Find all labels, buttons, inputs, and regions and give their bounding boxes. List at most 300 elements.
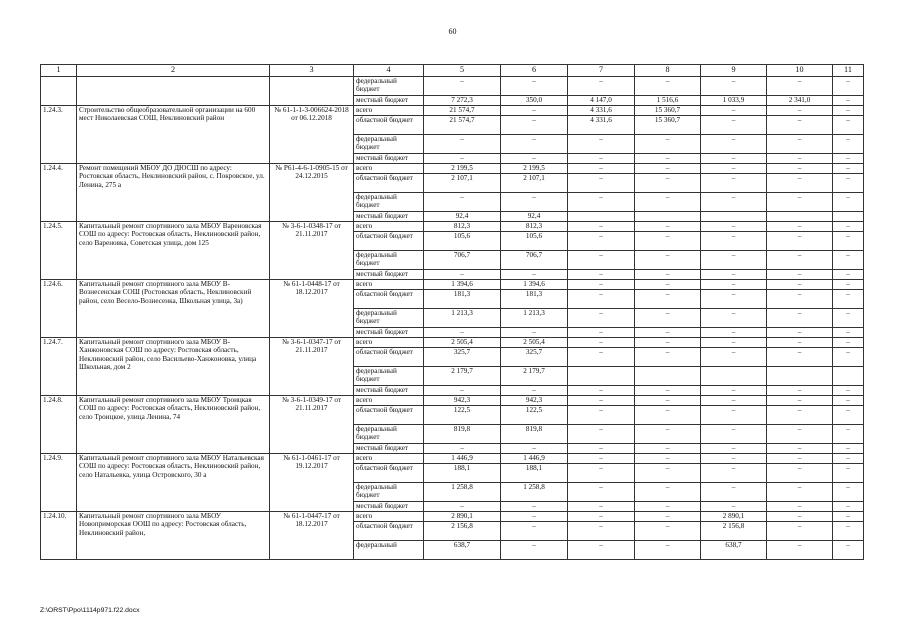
value-cell: –	[701, 483, 767, 502]
value-cell: –	[833, 270, 864, 280]
value-cell: –	[501, 386, 568, 396]
value-cell: 2 156,8	[424, 522, 501, 541]
value-cell: 942,3	[424, 396, 501, 406]
funding-source-cell: федеральный бюджет	[354, 251, 424, 270]
value-cell: 4 147,0	[568, 96, 635, 106]
value-cell: –	[635, 464, 701, 483]
value-cell: –	[767, 425, 833, 444]
value-cell: –	[635, 406, 701, 425]
funding-source-cell: областной бюджет	[354, 116, 424, 135]
value-cell: –	[767, 502, 833, 512]
value-cell: –	[635, 232, 701, 251]
column-header: 10	[767, 65, 833, 77]
value-cell: –	[767, 251, 833, 270]
value-cell: –	[833, 106, 864, 116]
funding-source-cell: всего	[354, 222, 424, 232]
value-cell: –	[635, 77, 701, 96]
item-number-cell	[41, 77, 77, 106]
value-cell	[635, 367, 701, 386]
column-header: 2	[77, 65, 270, 77]
value-cell: –	[833, 386, 864, 396]
value-cell: –	[635, 512, 701, 522]
value-cell: –	[501, 106, 568, 116]
value-cell: –	[501, 328, 568, 338]
value-cell: –	[833, 309, 864, 328]
item-document-cell: № 61-1-1-3-006624-2018 от 06.12.2018	[270, 106, 354, 164]
value-cell: –	[767, 386, 833, 396]
value-cell	[767, 367, 833, 386]
value-cell: –	[833, 502, 864, 512]
value-cell: 15 360,7	[635, 116, 701, 135]
value-cell: –	[701, 290, 767, 309]
value-cell: –	[767, 512, 833, 522]
value-cell: –	[767, 290, 833, 309]
value-cell: –	[424, 77, 501, 96]
value-cell: –	[833, 164, 864, 174]
value-cell: –	[701, 464, 767, 483]
value-cell: –	[635, 193, 701, 212]
value-cell: –	[833, 193, 864, 212]
value-cell: –	[568, 164, 635, 174]
column-header: 7	[568, 65, 635, 77]
value-cell: 2 179,7	[501, 367, 568, 386]
value-cell: 706,7	[501, 251, 568, 270]
value-cell: –	[701, 270, 767, 280]
value-cell: –	[833, 77, 864, 96]
item-number-cell: 1.24.9.	[41, 454, 77, 512]
value-cell: 2 505,4	[424, 338, 501, 348]
value-cell: –	[635, 309, 701, 328]
item-name-cell: Ремонт помещений МБОУ ДО ДЮСШ по адресу: Ростовская область, Неклиновский район, с. Покровское, ул. Ленина, 275 а	[77, 164, 270, 222]
value-cell: 1 213,3	[424, 309, 501, 328]
item-document-cell	[270, 77, 354, 106]
column-header: 6	[501, 65, 568, 77]
value-cell: –	[833, 541, 864, 560]
value-cell: –	[568, 135, 635, 154]
column-header: 9	[701, 65, 767, 77]
value-cell: 638,7	[701, 541, 767, 560]
value-cell: –	[767, 444, 833, 454]
value-cell: –	[635, 541, 701, 560]
value-cell: –	[635, 135, 701, 154]
value-cell: –	[635, 348, 701, 367]
funding-source-cell: федеральный бюджет	[354, 425, 424, 444]
table-row	[41, 338, 864, 348]
value-cell: –	[501, 135, 568, 154]
value-cell	[833, 212, 864, 222]
value-cell: –	[501, 522, 568, 541]
funding-source-cell: местный бюджет	[354, 328, 424, 338]
value-cell: 181,3	[501, 290, 568, 309]
value-cell: –	[501, 512, 568, 522]
value-cell: 2 156,8	[701, 522, 767, 541]
value-cell: 1 033,9	[701, 96, 767, 106]
value-cell: –	[568, 512, 635, 522]
value-cell: –	[767, 270, 833, 280]
value-cell: –	[424, 154, 501, 164]
funding-source-cell: всего	[354, 280, 424, 290]
value-cell: –	[701, 193, 767, 212]
value-cell: –	[568, 483, 635, 502]
value-cell: –	[635, 425, 701, 444]
value-cell: –	[701, 396, 767, 406]
funding-source-cell: федеральный бюджет	[354, 135, 424, 154]
value-cell: 21 574,7	[424, 116, 501, 135]
value-cell: –	[701, 251, 767, 270]
funding-source-cell: всего	[354, 396, 424, 406]
value-cell: 638,7	[424, 541, 501, 560]
value-cell: –	[767, 222, 833, 232]
value-cell: –	[635, 270, 701, 280]
item-number-cell: 1.24.6.	[41, 280, 77, 338]
value-cell: –	[767, 106, 833, 116]
footer-file-path: Z:\ORST\Ppo\1114p971.f22.docx	[40, 607, 140, 614]
value-cell: –	[833, 444, 864, 454]
value-cell: –	[767, 348, 833, 367]
value-cell: –	[635, 386, 701, 396]
value-cell: 1 394,6	[501, 280, 568, 290]
value-cell: 812,3	[424, 222, 501, 232]
value-cell: 21 574,7	[424, 106, 501, 116]
value-cell: –	[767, 232, 833, 251]
value-cell: –	[767, 164, 833, 174]
value-cell: –	[635, 251, 701, 270]
value-cell: 4 331,6	[568, 116, 635, 135]
value-cell: –	[635, 522, 701, 541]
value-cell: –	[701, 222, 767, 232]
funding-source-cell: местный бюджет	[354, 502, 424, 512]
value-cell: –	[833, 154, 864, 164]
item-number-cell: 1.24.10.	[41, 512, 77, 560]
value-cell: –	[833, 96, 864, 106]
value-cell: –	[424, 193, 501, 212]
value-cell: –	[568, 328, 635, 338]
value-cell: 7 272,3	[424, 96, 501, 106]
item-name-cell: Капитальный ремонт спортивного зала МБОУ Вареновская СОШ по адресу: Ростовская область, Неклиновский район, село Вареновка, Советская улица, дом 125	[77, 222, 270, 280]
value-cell: 350,0	[501, 96, 568, 106]
funding-source-cell: федеральный бюджет	[354, 483, 424, 502]
funding-source-cell: федеральный бюджет	[354, 367, 424, 386]
value-cell: –	[701, 309, 767, 328]
value-cell: –	[568, 251, 635, 270]
value-cell: –	[501, 541, 568, 560]
value-cell: 1 394,6	[424, 280, 501, 290]
value-cell: 105,6	[424, 232, 501, 251]
column-header: 3	[270, 65, 354, 77]
value-cell: –	[833, 348, 864, 367]
value-cell	[701, 212, 767, 222]
value-cell: –	[833, 406, 864, 425]
value-cell: –	[568, 222, 635, 232]
value-cell: 1 258,8	[424, 483, 501, 502]
value-cell: –	[767, 406, 833, 425]
funding-source-cell: федеральный бюджет	[354, 193, 424, 212]
value-cell: –	[701, 502, 767, 512]
value-cell: –	[767, 464, 833, 483]
value-cell: –	[767, 309, 833, 328]
value-cell: –	[635, 290, 701, 309]
value-cell: –	[568, 425, 635, 444]
value-cell: –	[833, 522, 864, 541]
value-cell: –	[635, 483, 701, 502]
item-number-cell: 1.24.8.	[41, 396, 77, 454]
value-cell: –	[767, 116, 833, 135]
value-cell: 325,7	[501, 348, 568, 367]
value-cell	[635, 212, 701, 222]
value-cell: –	[833, 232, 864, 251]
item-name-cell: Капитальный ремонт спортивного зала МБОУ Троицкая СОШ по адресу: Ростовская область, Неклиновский район, село Троицкое, улица Ленина, 74	[77, 396, 270, 454]
value-cell: –	[568, 154, 635, 164]
value-cell	[568, 367, 635, 386]
value-cell: –	[635, 154, 701, 164]
value-cell	[701, 367, 767, 386]
funding-source-cell: федеральный бюджет	[354, 309, 424, 328]
value-cell: 1 446,9	[501, 454, 568, 464]
item-name-cell: Капитальный ремонт спортивного зала МБОУ В-Ханжоновская СОШ по адресу: Ростовская область, Неклиновский район, село Васильево-Ханжоновка, улица Школьная, дом 2	[77, 338, 270, 396]
value-cell: –	[568, 174, 635, 193]
funding-source-cell: всего	[354, 454, 424, 464]
value-cell: –	[767, 454, 833, 464]
value-cell: –	[568, 454, 635, 464]
value-cell: –	[501, 444, 568, 454]
value-cell: 92,4	[501, 212, 568, 222]
item-number-cell: 1.24.3.	[41, 106, 77, 164]
value-cell: –	[501, 502, 568, 512]
value-cell: 812,3	[501, 222, 568, 232]
value-cell: –	[701, 425, 767, 444]
value-cell: –	[833, 396, 864, 406]
value-cell: 122,5	[424, 406, 501, 425]
value-cell: –	[701, 77, 767, 96]
column-header: 5	[424, 65, 501, 77]
value-cell: –	[701, 174, 767, 193]
value-cell: –	[767, 338, 833, 348]
value-cell: –	[833, 222, 864, 232]
value-cell: –	[767, 522, 833, 541]
value-cell: –	[501, 193, 568, 212]
value-cell: –	[767, 280, 833, 290]
value-cell: 105,6	[501, 232, 568, 251]
value-cell: –	[568, 193, 635, 212]
value-cell: –	[767, 396, 833, 406]
value-cell: 2 179,7	[424, 367, 501, 386]
funding-source-cell: всего	[354, 338, 424, 348]
value-cell: 325,7	[424, 348, 501, 367]
value-cell: –	[501, 77, 568, 96]
value-cell: 2 199,5	[501, 164, 568, 174]
value-cell: –	[501, 270, 568, 280]
value-cell: –	[767, 77, 833, 96]
value-cell: –	[833, 425, 864, 444]
value-cell: 819,8	[424, 425, 501, 444]
value-cell: –	[568, 290, 635, 309]
value-cell: –	[635, 328, 701, 338]
funding-source-cell: местный бюджет	[354, 154, 424, 164]
value-cell: –	[701, 106, 767, 116]
value-cell: –	[424, 328, 501, 338]
value-cell: 1 446,9	[424, 454, 501, 464]
funding-source-cell: областной бюджет	[354, 348, 424, 367]
value-cell: –	[568, 309, 635, 328]
value-cell: –	[833, 290, 864, 309]
value-cell: –	[568, 502, 635, 512]
table-row	[41, 164, 864, 174]
table-row	[41, 454, 864, 464]
value-cell: –	[568, 406, 635, 425]
value-cell: –	[767, 483, 833, 502]
value-cell: –	[767, 541, 833, 560]
value-cell: –	[424, 386, 501, 396]
value-cell: –	[701, 444, 767, 454]
value-cell: –	[833, 483, 864, 502]
budget-table	[40, 64, 864, 560]
funding-source-cell: всего	[354, 106, 424, 116]
value-cell: –	[701, 164, 767, 174]
funding-source-cell: областной бюджет	[354, 174, 424, 193]
value-cell: 2 890,1	[701, 512, 767, 522]
value-cell: –	[701, 338, 767, 348]
value-cell: –	[501, 154, 568, 164]
value-cell: –	[568, 280, 635, 290]
value-cell: –	[424, 270, 501, 280]
column-header: 4	[354, 65, 424, 77]
table-row	[41, 222, 864, 232]
funding-source-cell: областной бюджет	[354, 290, 424, 309]
value-cell: –	[635, 280, 701, 290]
value-cell: 1 516,6	[635, 96, 701, 106]
value-cell: 942,3	[501, 396, 568, 406]
value-cell: –	[501, 116, 568, 135]
value-cell: –	[635, 222, 701, 232]
value-cell: –	[701, 116, 767, 135]
value-cell: –	[635, 338, 701, 348]
value-cell	[833, 367, 864, 386]
value-cell: 2 107,1	[501, 174, 568, 193]
item-document-cell: № 61-1-0461-17 от 19.12.2017	[270, 454, 354, 512]
value-cell: –	[833, 512, 864, 522]
value-cell: –	[635, 174, 701, 193]
value-cell: –	[833, 338, 864, 348]
value-cell: –	[701, 154, 767, 164]
item-document-cell: № Р61-4-6-1-0905-15 от 24.12.2015	[270, 164, 354, 222]
value-cell: 2 505,4	[501, 338, 568, 348]
funding-source-cell: федеральный бюджет	[354, 77, 424, 96]
value-cell: 92,4	[424, 212, 501, 222]
value-cell: –	[833, 454, 864, 464]
value-cell: 15 360,7	[635, 106, 701, 116]
value-cell: –	[701, 454, 767, 464]
value-cell: –	[701, 232, 767, 251]
item-document-cell: № 3-6-1-0347-17 от 21.11.2017	[270, 338, 354, 396]
value-cell: –	[635, 444, 701, 454]
value-cell: –	[833, 251, 864, 270]
value-cell: –	[833, 174, 864, 193]
value-cell: 181,3	[424, 290, 501, 309]
value-cell: –	[635, 396, 701, 406]
value-cell: –	[767, 328, 833, 338]
value-cell: 2 199,5	[424, 164, 501, 174]
value-cell: –	[833, 464, 864, 483]
funding-source-cell: областной бюджет	[354, 406, 424, 425]
value-cell: –	[635, 164, 701, 174]
item-number-cell: 1.24.5.	[41, 222, 77, 280]
value-cell: –	[833, 328, 864, 338]
value-cell: 2 341,0	[767, 96, 833, 106]
table-row	[41, 396, 864, 406]
table-row	[41, 280, 864, 290]
value-cell: –	[568, 338, 635, 348]
table-row	[41, 512, 864, 522]
value-cell: –	[767, 193, 833, 212]
table-body	[41, 77, 864, 560]
funding-source-cell: местный бюджет	[354, 212, 424, 222]
item-name-cell: Строительство общеобразовательной организации на 600 мест Николаевская СОШ, Неклиновский район	[77, 106, 270, 164]
funding-source-cell: областной бюджет	[354, 232, 424, 251]
funding-source-cell: областной бюджет	[354, 522, 424, 541]
value-cell: –	[424, 135, 501, 154]
table-row	[41, 106, 864, 116]
item-document-cell: № 3-6-1-0348-17 от 21.11.2017	[270, 222, 354, 280]
column-header: 1	[41, 65, 77, 77]
value-cell: –	[568, 444, 635, 454]
value-cell: –	[568, 270, 635, 280]
column-header-row	[41, 65, 864, 77]
value-cell: –	[568, 386, 635, 396]
value-cell: 122,5	[501, 406, 568, 425]
value-cell: 2 107,1	[424, 174, 501, 193]
value-cell: 4 331,6	[568, 106, 635, 116]
value-cell	[767, 212, 833, 222]
funding-source-cell: федеральный	[354, 541, 424, 560]
value-cell: –	[424, 444, 501, 454]
funding-source-cell: местный бюджет	[354, 96, 424, 106]
item-document-cell: № 61-1-0448-17 от 18.12.2017	[270, 280, 354, 338]
funding-source-cell: местный бюджет	[354, 444, 424, 454]
value-cell: –	[833, 116, 864, 135]
column-header: 11	[833, 65, 864, 77]
value-cell	[568, 212, 635, 222]
value-cell: –	[833, 135, 864, 154]
value-cell: –	[701, 406, 767, 425]
value-cell: –	[568, 541, 635, 560]
value-cell: 2 890,1	[424, 512, 501, 522]
value-cell: –	[424, 502, 501, 512]
item-number-cell: 1.24.4.	[41, 164, 77, 222]
page-number: 60	[448, 27, 457, 36]
value-cell: –	[635, 502, 701, 512]
value-cell: –	[767, 135, 833, 154]
value-cell: 1 258,8	[501, 483, 568, 502]
value-cell: –	[568, 348, 635, 367]
item-name-cell: Капитальный ремонт спортивного зала МБОУ В-Вознесенская СОШ (Ростовская область, Неклиновский район, село Весело-Вознесенка, Школьная улица, 3а)	[77, 280, 270, 338]
funding-source-cell: местный бюджет	[354, 386, 424, 396]
item-document-cell: № 61-1-0447-17 от 18.12.2017	[270, 512, 354, 560]
value-cell: –	[701, 348, 767, 367]
value-cell: –	[701, 280, 767, 290]
value-cell: –	[568, 77, 635, 96]
item-name-cell	[77, 77, 270, 106]
value-cell: –	[568, 396, 635, 406]
item-name-cell: Капитальный ремонт спортивного зала МБОУ Новоприморская ООШ по адресу: Ростовская область, Неклиновский район,	[77, 512, 270, 560]
value-cell: –	[568, 522, 635, 541]
item-document-cell: № 3-6-1-0349-17 от 21.11.2017	[270, 396, 354, 454]
value-cell: –	[701, 386, 767, 396]
value-cell: –	[833, 280, 864, 290]
value-cell: 188,1	[501, 464, 568, 483]
value-cell: –	[701, 328, 767, 338]
value-cell: –	[568, 232, 635, 251]
funding-source-cell: местный бюджет	[354, 270, 424, 280]
